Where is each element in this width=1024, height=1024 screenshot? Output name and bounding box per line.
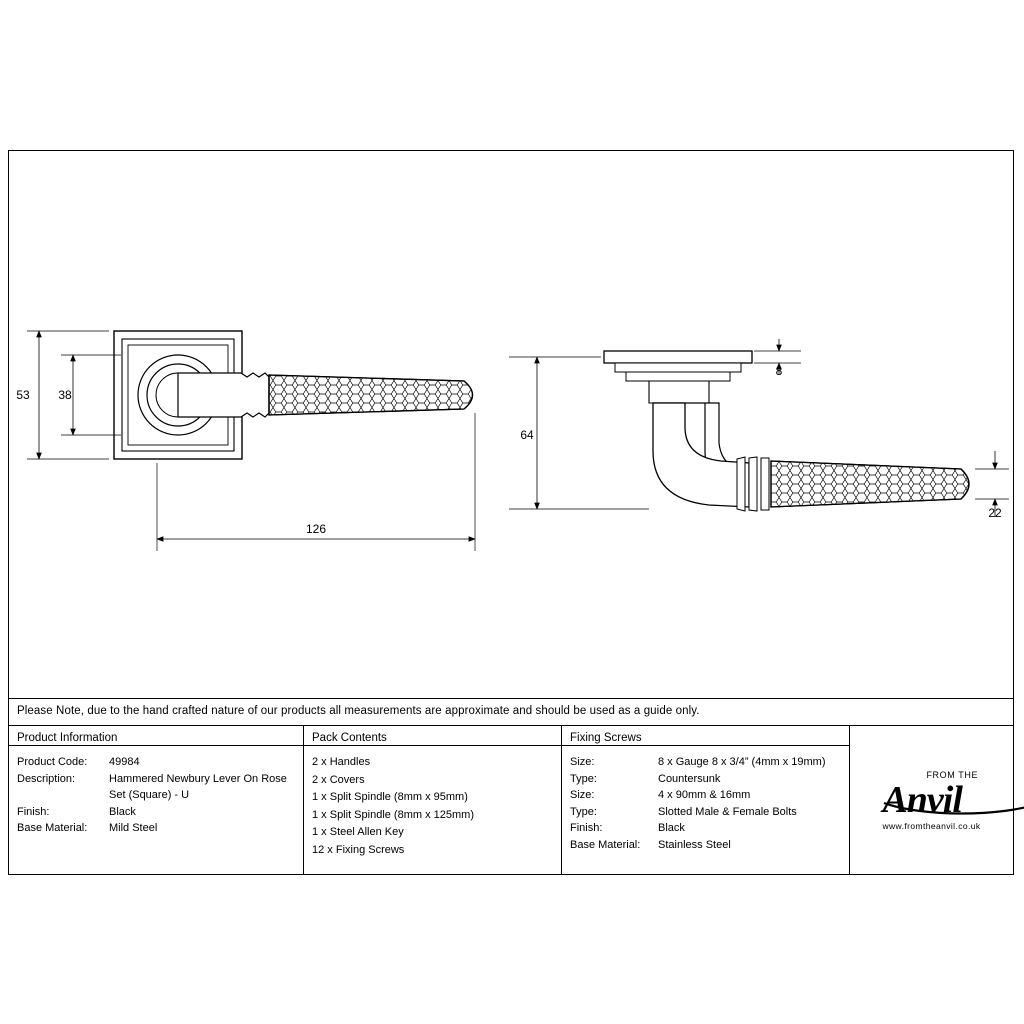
- row-value: Mild Steel: [109, 822, 158, 834]
- logo-swoosh-icon: [882, 801, 1024, 819]
- row-value: Stainless Steel: [658, 838, 731, 851]
- fixing-screws-body: [562, 746, 849, 853]
- dim-22: 22: [988, 506, 1002, 520]
- row-label: Finish:: [17, 805, 50, 818]
- product-information-heading: Product Information: [9, 726, 303, 746]
- pack-contents-heading: Pack Contents: [304, 726, 561, 746]
- table-row: [570, 771, 849, 788]
- pack-contents-body: [304, 746, 561, 859]
- list-item: 1 x Split Spindle (8mm x 125mm): [312, 808, 474, 821]
- product-information-column: [9, 726, 304, 874]
- dim-126: 126: [305, 522, 327, 536]
- table-row: [570, 754, 849, 771]
- list-item: 1 x Split Spindle (8mm x 95mm): [312, 791, 468, 803]
- row-label: Base Material:: [17, 822, 88, 834]
- logo-wordmark: Anvil: [882, 778, 962, 821]
- logo-url: www.fromtheanvil.co.uk: [882, 820, 981, 831]
- list-item: 2 x Covers: [312, 773, 365, 786]
- row-value: 8 x Gauge 8 x 3/4” (4mm x 19mm): [658, 756, 826, 768]
- row-value: 4 x 90mm & 16mm: [658, 789, 751, 801]
- technical-drawing-sheet: [8, 150, 1014, 875]
- dim-53: 53: [16, 388, 30, 402]
- dim-38: 38: [58, 388, 72, 402]
- row-value: Set (Square) - U: [109, 789, 190, 801]
- table-row: [17, 787, 303, 804]
- fixing-screws-heading: Fixing Screws: [562, 726, 849, 746]
- row-value: Countersunk: [658, 772, 721, 785]
- table-row: [17, 771, 303, 788]
- row-value: Slotted Male & Female Bolts: [658, 805, 797, 818]
- table-row: [17, 804, 303, 821]
- logo-wrap: [882, 770, 980, 831]
- product-information-body: [9, 746, 303, 837]
- row-label: Description:: [17, 772, 76, 785]
- fixing-screws-column: [562, 726, 850, 874]
- anvil-logo: [850, 726, 1013, 874]
- brand-logo-column: [850, 726, 1013, 874]
- row-label: Base Material:: [570, 838, 641, 851]
- measurement-note-text: Please Note, due to the hand crafted nature of our products all measurements are approximate and should be used as a guide only.: [17, 705, 700, 717]
- table-row: [570, 804, 849, 821]
- list-item: 2 x Handles: [312, 756, 371, 768]
- row-label: Size:: [570, 756, 595, 768]
- row-label: Size:: [570, 789, 595, 801]
- row-label: Product Code:: [17, 756, 88, 768]
- dim-8: 8: [775, 364, 783, 378]
- table-row: [17, 820, 303, 837]
- measurement-note: [9, 698, 1013, 726]
- row-value: Black: [109, 805, 136, 818]
- row-label: Type:: [570, 805, 597, 818]
- info-table: [9, 726, 1013, 874]
- list-item: 12 x Fixing Screws: [312, 843, 405, 856]
- table-row: [570, 837, 849, 854]
- product-drawings-svg: [9, 151, 1013, 721]
- row-label: Type:: [570, 772, 597, 785]
- dim-64: 64: [520, 428, 534, 442]
- list-item: 1 x Steel Allen Key: [312, 826, 404, 838]
- row-value: Hammered Newbury Lever On Rose: [109, 772, 287, 785]
- row-label: [17, 787, 109, 804]
- row-value: Black: [658, 822, 685, 834]
- table-row: [17, 754, 303, 771]
- row-value: 49984: [109, 756, 140, 768]
- logo-line-1: FROM THE: [926, 769, 979, 780]
- row-label: Finish:: [570, 822, 603, 834]
- side-view: [509, 339, 1009, 520]
- table-row: [570, 820, 849, 837]
- pack-contents-column: [304, 726, 562, 874]
- front-view: [16, 331, 475, 551]
- table-row: [570, 787, 849, 804]
